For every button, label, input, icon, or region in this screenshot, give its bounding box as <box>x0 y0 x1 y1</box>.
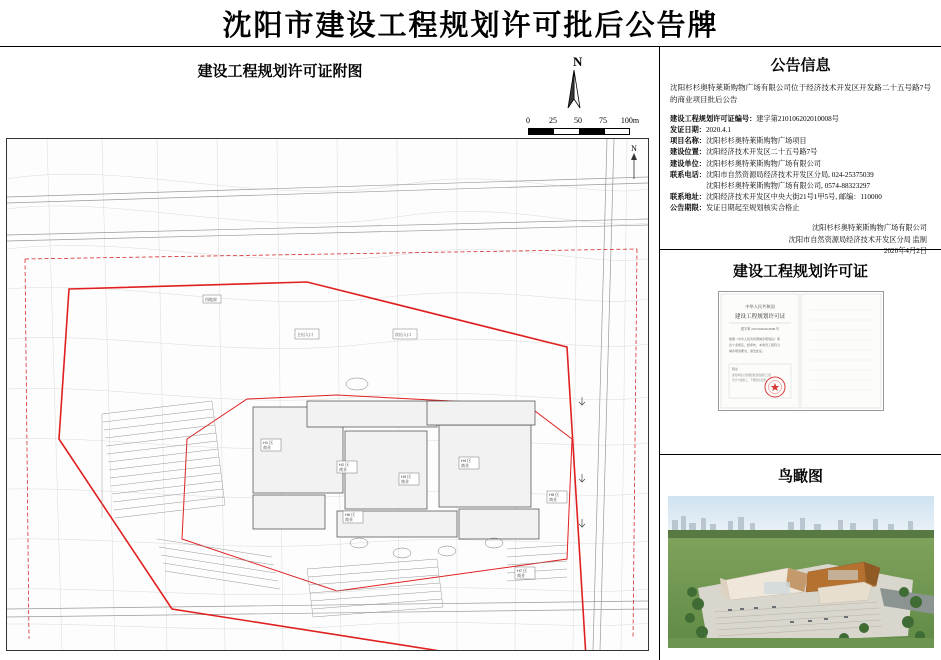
notice-field-key: 联系地址： <box>670 193 706 202</box>
signature-line: 2020年4月2日 <box>883 247 927 256</box>
svg-text:主出入口: 主出入口 <box>297 332 313 337</box>
notice-section <box>660 46 941 256</box>
notice-field <box>670 170 931 181</box>
aerial-heading: 鸟瞰图 <box>777 469 823 485</box>
svg-text:商业: 商业 <box>401 479 409 484</box>
svg-text:商业: 商业 <box>345 517 353 522</box>
svg-text:H4 区: H4 区 <box>461 458 472 463</box>
right-column <box>659 46 941 660</box>
notice-field-key: 联系电话： <box>670 170 706 179</box>
scale-bar-graphic <box>528 128 630 135</box>
svg-text:商业: 商业 <box>339 467 347 472</box>
permit-certificate-image <box>718 291 884 411</box>
map-panel <box>0 46 659 660</box>
map-inset-north-label: N <box>631 144 637 153</box>
notice-field <box>670 203 931 214</box>
svg-text:次出入口: 次出入口 <box>395 332 411 337</box>
map-inset-north-arrow <box>627 144 641 184</box>
svg-text:建字第 210106202010008 号: 建字第 210106202010008 号 <box>740 327 779 331</box>
notice-lead-text: 沈阳杉杉奥特莱斯购物广场有限公司位于经济技术开发区开发路二十五号路7号的商业项目批后公告 <box>670 83 931 104</box>
svg-text:商业: 商业 <box>517 573 525 578</box>
notice-field <box>670 136 931 147</box>
notice-field <box>670 192 931 203</box>
site-plan-drawing <box>7 139 648 650</box>
svg-text:商业: 商业 <box>549 497 557 502</box>
scale-tick-75: 75 <box>599 116 607 125</box>
notice-field <box>670 181 931 192</box>
map-caption: 建设工程规划许可证附图 <box>197 64 363 80</box>
permit-country-text: 中华人民共和国 <box>744 304 775 309</box>
notice-field-value: 沈阳杉杉奥特莱斯购物广场有限公司, 0574-88323297 <box>706 181 871 190</box>
notice-field-value: 沈阳市自然资源局经济技术开发区分局, 024-25375039 <box>705 170 874 179</box>
notice-field-value: 沈阳经济技术开发区中央大街21号1甲5号, 邮编：110000 <box>705 193 882 202</box>
north-arrow-icon <box>629 153 639 181</box>
scale-tick-0: 0 <box>526 116 530 125</box>
aerial-section <box>660 455 941 660</box>
svg-text:四十条规定，经审核，本建设工程符合: 四十条规定，经审核，本建设工程符合 <box>728 343 780 347</box>
notice-field <box>670 147 931 158</box>
svg-text:H3 区: H3 区 <box>401 474 412 479</box>
permit-doc-title: 建设工程规划许可证 <box>734 314 785 320</box>
svg-text:附注: 附注 <box>731 367 738 371</box>
page-title: 沈阳市建设工程规划许可批后公告牌 <box>222 7 719 42</box>
notice-field <box>670 159 931 170</box>
page-title-bar <box>0 0 941 47</box>
signature-line: 沈阳市自然资源局经济技术开发区分局 监制 <box>788 235 927 244</box>
svg-text:建设单位应按照经批准的建设工程: 建设单位应按照经批准的建设工程 <box>731 374 771 377</box>
site-plan-map <box>6 138 649 651</box>
permit-section <box>660 250 941 455</box>
notice-field-value: 2020.4.1 <box>705 126 732 135</box>
permit-certificate-drawing <box>719 292 883 410</box>
notice-field-key: 公告期限： <box>670 204 706 213</box>
scale-tick-50: 50 <box>574 116 582 125</box>
notice-field-key: 项目名称： <box>670 137 706 146</box>
aerial-rendering-image <box>668 496 934 648</box>
svg-text:商业: 商业 <box>461 463 469 468</box>
notice-field-value: 发证日期起至规划核实合格止 <box>705 204 800 213</box>
notice-heading: 公告信息 <box>770 58 831 74</box>
svg-text:用地界: 用地界 <box>205 297 217 302</box>
notice-field-key: 建设单位： <box>670 159 706 168</box>
notice-field-value: 沈阳经济技术开发区二十五号路7号 <box>705 148 818 157</box>
notice-field <box>670 114 931 125</box>
permit-heading: 建设工程规划许可证 <box>732 264 868 280</box>
compass <box>548 54 618 114</box>
svg-text:H7 区: H7 区 <box>517 568 528 573</box>
aerial-rendering-drawing <box>668 496 934 648</box>
scale-tick-100: 100m <box>620 116 640 125</box>
notice-field-key: 发证日期： <box>670 126 706 135</box>
svg-text:城乡规划要求，颁发此证。: 城乡规划要求，颁发此证。 <box>728 349 765 353</box>
scale-tick-25: 25 <box>549 116 557 125</box>
signature-line: 沈阳杉杉奥特莱斯购物广场有限公司 <box>811 224 927 233</box>
notice-field-key: 建设工程规划许可证编号： <box>670 115 757 123</box>
notice-field-value: 建字第210106202010008号 <box>756 115 839 123</box>
svg-text:H1 区: H1 区 <box>263 440 274 445</box>
notice-field-value: 沈阳杉杉奥特莱斯购物广场有限公司 <box>705 159 821 168</box>
svg-text:H5 区: H5 区 <box>549 492 560 497</box>
svg-text:设计方案施工，不得擅自变更。: 设计方案施工，不得擅自变更。 <box>731 379 768 382</box>
notice-field-value: 沈阳杉杉奥特莱斯购物广场项目 <box>705 137 807 146</box>
notice-field-list <box>670 114 931 214</box>
map-scale-ticks <box>520 116 650 128</box>
notice-field <box>670 125 931 136</box>
svg-text:H2 区: H2 区 <box>339 462 350 467</box>
compass-north-label: N <box>573 54 583 69</box>
svg-text:商业: 商业 <box>263 445 271 450</box>
notice-field-key: 建设位置： <box>670 148 706 157</box>
map-scale-bar <box>520 116 650 140</box>
compass-needle-icon <box>556 68 592 114</box>
svg-text:根据《中华人民共和国城乡规划法》第: 根据《中华人民共和国城乡规划法》第 <box>728 337 780 341</box>
svg-text:H6 区: H6 区 <box>345 512 356 517</box>
